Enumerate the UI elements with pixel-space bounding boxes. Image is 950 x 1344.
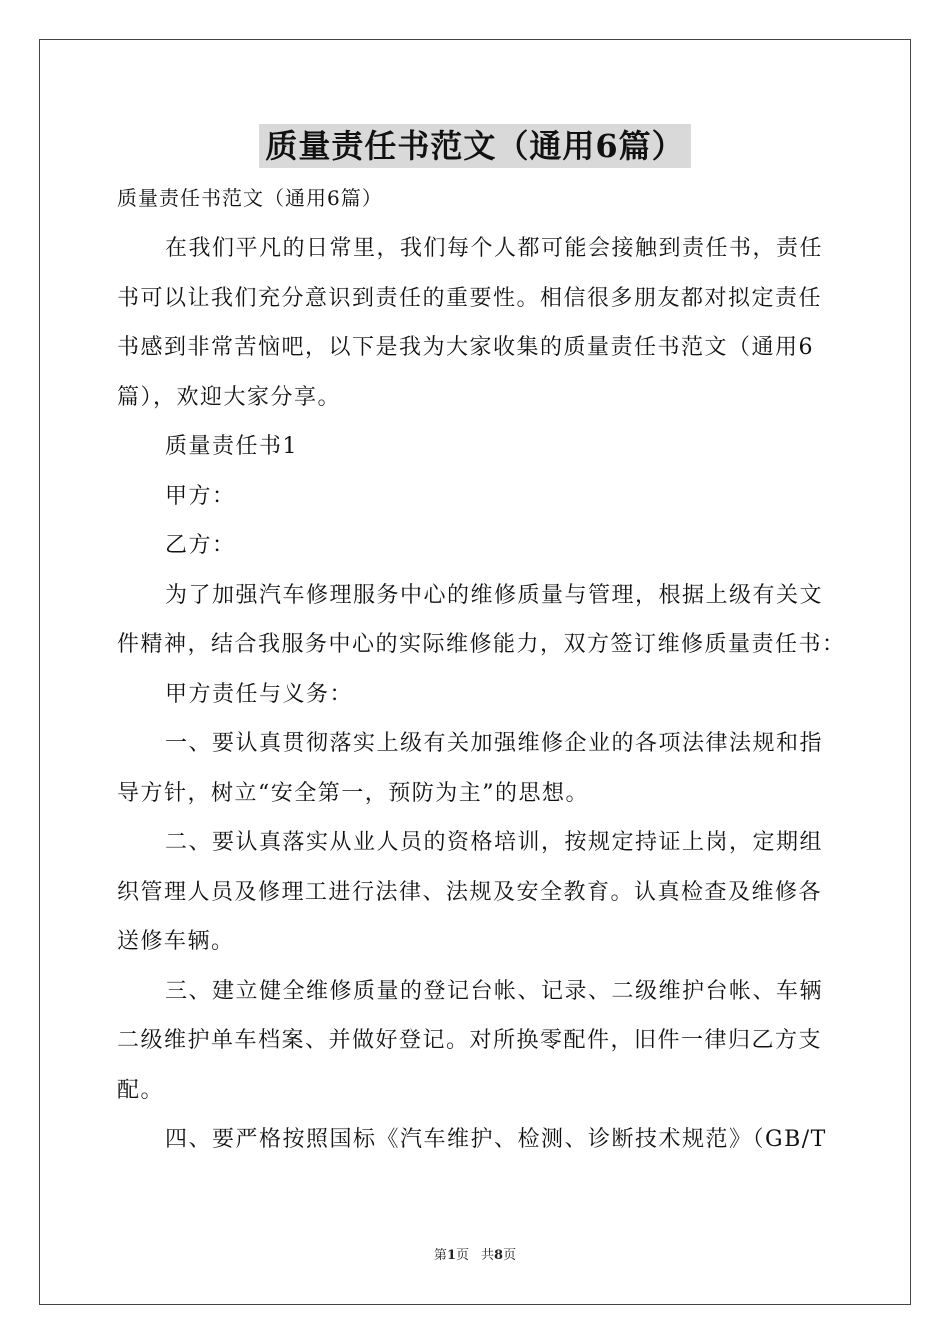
paragraph-line: 二级维护单车档案、并做好登记。对所换零配件，旧件一律归乙方支 [117,1028,823,1053]
document-body [117,176,846,1165]
paragraph-line: 四、要严格按照国标《汽车维护、检测、诊断技术规范》（GB/T [165,1127,827,1152]
title-container [0,124,950,168]
section-heading: 质量责任书1 [165,434,298,459]
paragraph-line: 篇），欢迎大家分享。 [117,384,342,410]
paragraph-line: 三、建立健全维修质量的登记台帐、记录、二级维护台帐、车辆 [165,978,824,1004]
page-prefix: 第 [433,1248,447,1263]
paragraph-line: 送修车辆。 [117,929,235,954]
party-b-label: 乙方： [165,533,236,558]
party-a-label: 甲方： [165,483,236,509]
paragraph-line: 配。 [117,1077,165,1103]
total-page-count: 8 [494,1248,504,1263]
paragraph-line: 织管理人员及修理工进行法律、法规及安全教育。认真检查及维修各 [117,879,823,905]
page-footer [0,1244,950,1263]
subsection-heading: 甲方责任与义务： [165,681,354,707]
paragraph-line: 一、要认真贯彻落实上级有关加强维修企业的各项法律法规和指 [165,731,824,756]
paragraph-line: 书感到非常苦恼吧，以下是我为大家收集的质量责任书范文（通用6 [117,335,814,360]
paragraph-line: 在我们平凡的日常里，我们每个人都可能会接触到责任书，责任 [165,236,824,261]
paragraph-line: 件精神，结合我服务中心的实际维修能力，双方签订维修质量责任书： [117,632,846,657]
current-page-number: 1 [446,1248,456,1263]
document-title: 质量责任书范文（通用6篇） [259,124,690,168]
paragraph-line: 导方针，树立“安全第一，预防为主”的思想。 [117,780,589,806]
paragraph-line: 书可以让我们充分意识到责任的重要性。相信很多朋友都对拟定责任 [117,285,823,311]
total-prefix: 共 [481,1248,495,1263]
page-suffix: 页 [455,1248,469,1263]
total-suffix: 页 [503,1248,517,1263]
paragraph-line: 二、要认真落实从业人员的资格培训，按规定持证上岗，定期组 [165,830,824,855]
paragraph-line: 为了加强汽车修理服务中心的维修质量与管理，根据上级有关文 [165,582,824,608]
document-subtitle: 质量责任书范文（通用6篇） [117,186,383,210]
